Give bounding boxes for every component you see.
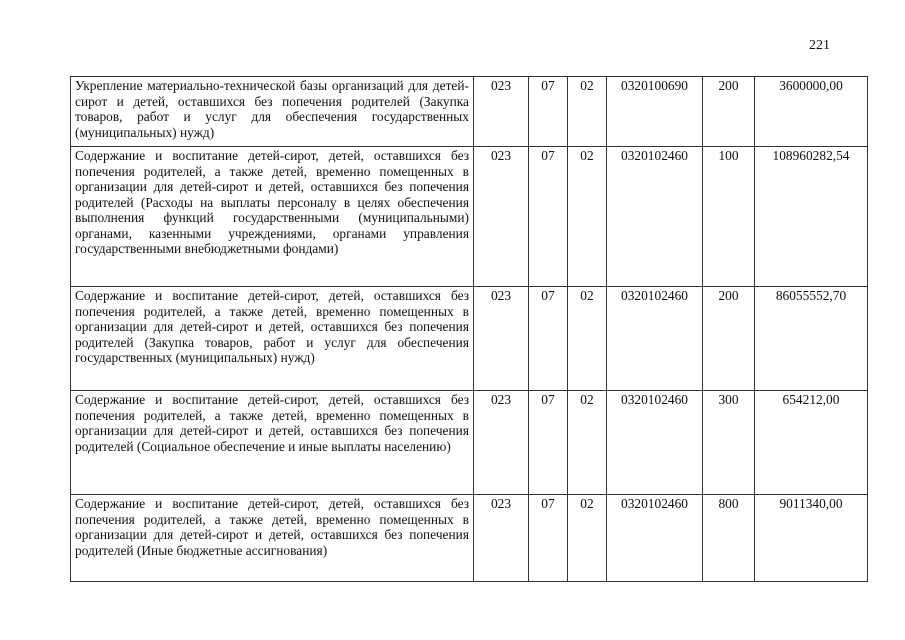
section-code: 07 — [529, 495, 568, 582]
row-description: Содержание и воспитание детей-сирот, детей, оставшихся без попечения родителей, а также детей, временно помещенных в организации для детей-сирот и детей, оставшихся без попечения родителей (Закупка товаров, работ и услуг для обеспечения государственных (муниципальных) нужд) — [71, 287, 474, 391]
subsection-code: 02 — [568, 391, 607, 495]
row-description: Содержание и воспитание детей-сирот, детей, оставшихся без попечения родителей, а также детей, временно помещенных в организации для детей-сирот и детей, оставшихся без попечения родителей (Социальное обеспечение и иные выплаты населению) — [71, 391, 474, 495]
table-row — [71, 391, 868, 495]
table-row — [71, 147, 868, 287]
target-article-code: 0320100690 — [607, 77, 703, 147]
section-code: 07 — [529, 147, 568, 287]
ministry-code: 023 — [474, 391, 529, 495]
target-article-code: 0320102460 — [607, 495, 703, 582]
budget-table — [70, 76, 868, 582]
amount: 86055552,70 — [755, 287, 868, 391]
amount: 108960282,54 — [755, 147, 868, 287]
ministry-code: 023 — [474, 287, 529, 391]
table-row — [71, 287, 868, 391]
subsection-code: 02 — [568, 495, 607, 582]
target-article-code: 0320102460 — [607, 287, 703, 391]
section-code: 07 — [529, 77, 568, 147]
ministry-code: 023 — [474, 495, 529, 582]
expense-type-code: 100 — [703, 147, 755, 287]
amount: 9011340,00 — [755, 495, 868, 582]
table-row — [71, 495, 868, 582]
row-description: Укрепление материально-технической базы организаций для детей-сирот и детей, оставшихся без попечения родителей (Закупка товаров, работ и услуг для обеспечения государственных (муниципальных) нужд) — [71, 77, 474, 147]
expense-type-code: 200 — [703, 287, 755, 391]
ministry-code: 023 — [474, 147, 529, 287]
ministry-code: 023 — [474, 77, 529, 147]
subsection-code: 02 — [568, 147, 607, 287]
target-article-code: 0320102460 — [607, 147, 703, 287]
budget-table-body — [71, 77, 868, 582]
section-code: 07 — [529, 391, 568, 495]
amount: 654212,00 — [755, 391, 868, 495]
target-article-code: 0320102460 — [607, 391, 703, 495]
expense-type-code: 300 — [703, 391, 755, 495]
section-code: 07 — [529, 287, 568, 391]
page-number: 221 — [809, 38, 830, 53]
subsection-code: 02 — [568, 287, 607, 391]
table-row — [71, 77, 868, 147]
subsection-code: 02 — [568, 77, 607, 147]
expense-type-code: 200 — [703, 77, 755, 147]
row-description: Содержание и воспитание детей-сирот, детей, оставшихся без попечения родителей, а также детей, временно помещенных в организации для детей-сирот и детей, оставшихся без попечения родителей (Иные бюджетные ассигнования) — [71, 495, 474, 582]
row-description: Содержание и воспитание детей-сирот, детей, оставшихся без попечения родителей, а также детей, временно помещенных в организации для детей-сирот и детей, оставшихся без попечения родителей (Расходы на выплаты персоналу в целях обеспечения выполнения функций государственными (муниципальными) органами, казенными учреждениями, органами управления государственными внебюджетными фондами) — [71, 147, 474, 287]
expense-type-code: 800 — [703, 495, 755, 582]
amount: 3600000,00 — [755, 77, 868, 147]
